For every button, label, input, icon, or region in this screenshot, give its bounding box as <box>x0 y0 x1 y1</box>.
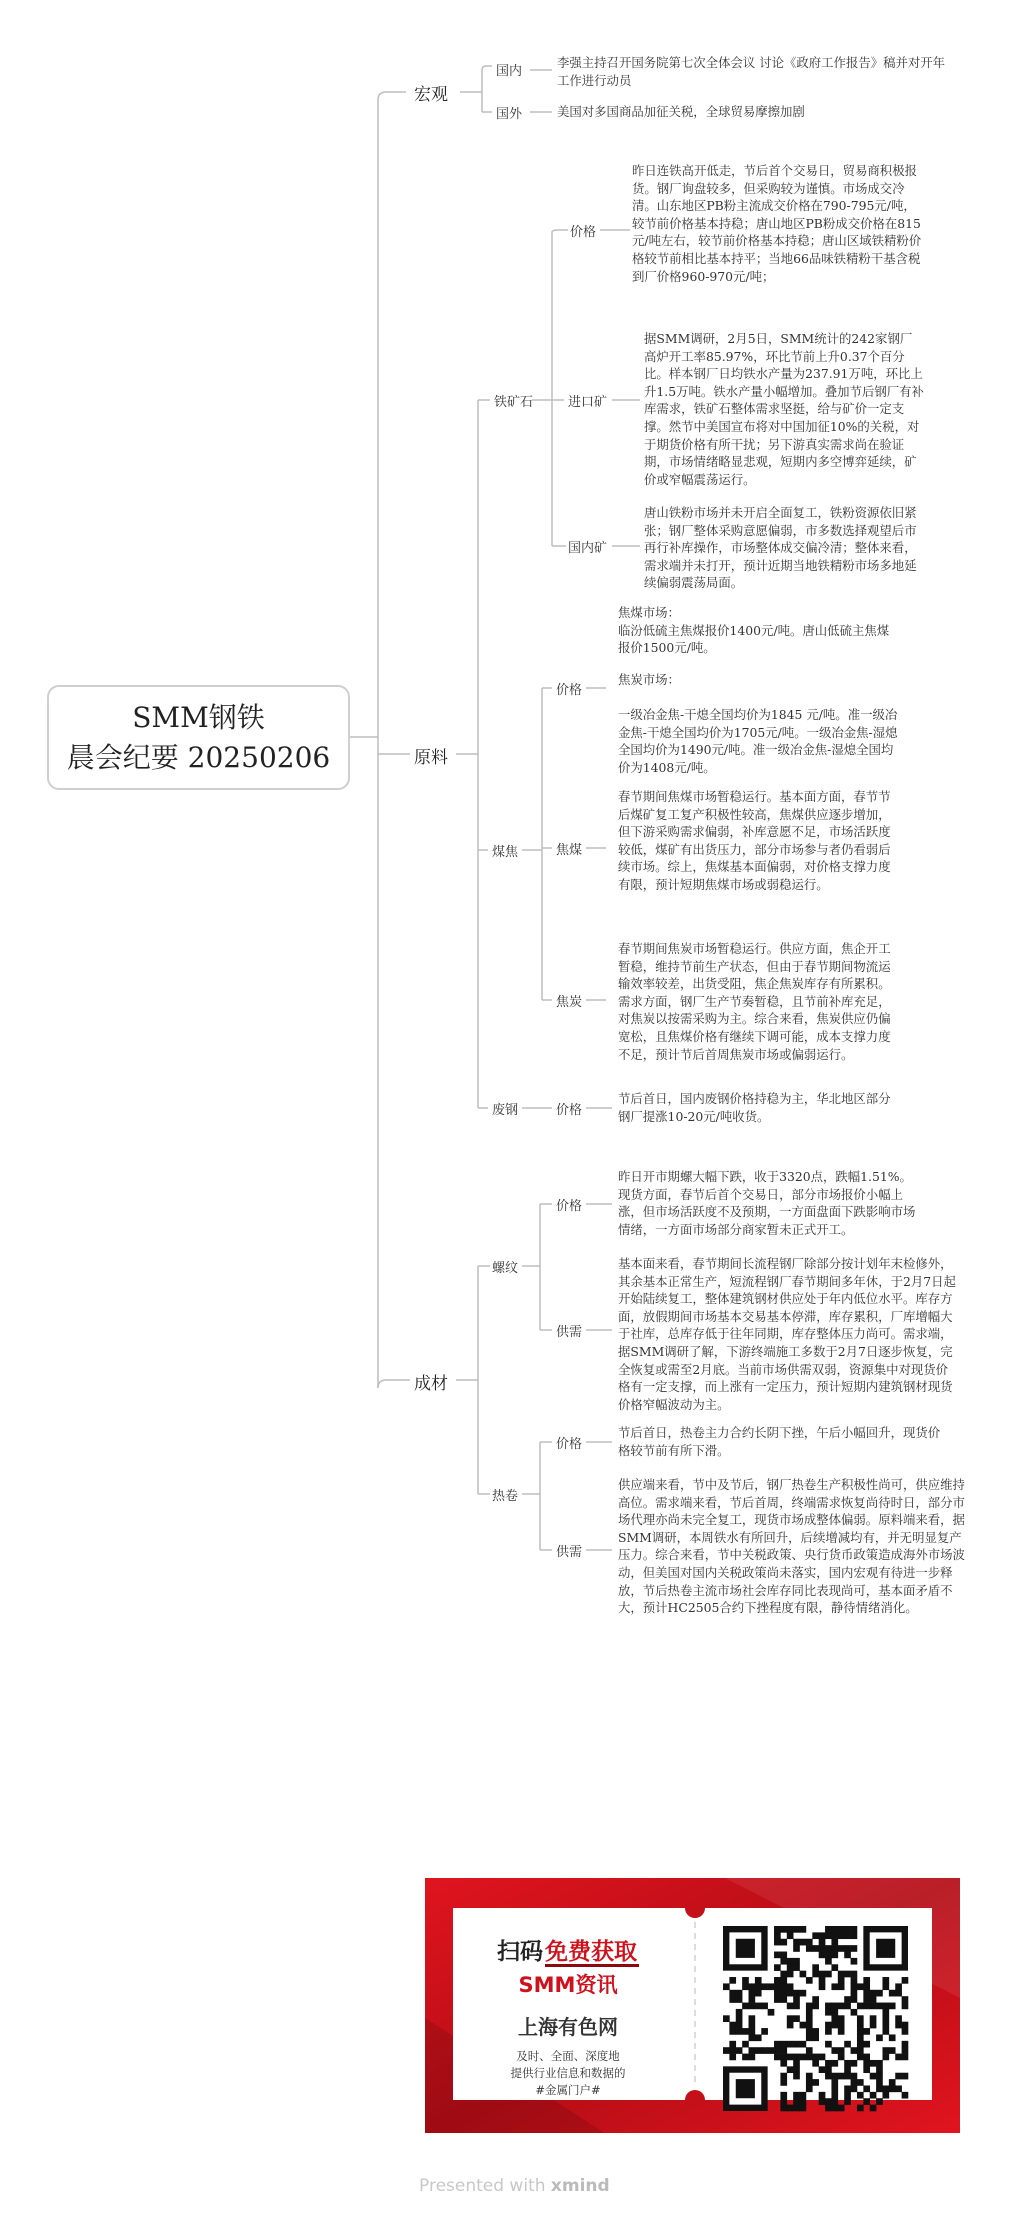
footer-presented: Presented with <box>419 2176 546 2196</box>
promo-brand: 上海有色网 <box>518 2015 618 2039</box>
topic-rebar-supply[interactable]: 供需 <box>556 1325 583 1340</box>
topic-rebar-price[interactable]: 价格 <box>556 1199 583 1214</box>
topic-iron-ore-price[interactable]: 价格 <box>570 225 597 240</box>
topic-iron-ore[interactable]: 铁矿石 <box>494 395 534 410</box>
promo-slogan-1: 及时、全面、深度地 <box>516 2049 620 2063</box>
hrc-supply-text: 供应端来看，节中及节后，钢厂热卷生产积极性尚可，供应维持高位。需求端来看，节后首周，终端需求恢复尚待时日，部分市场代理亦尚未完全复工，现货市场成整体偏弱。原料端来看，据SMM调研，本周铁水有所回升，后续增减均有，并无明显复产压力。综合来看，节中关税政策、央行货币政策造成海外市场波动，但美国对国内关税政策尚未落实，国内宏观有待进一步释放，节后热卷主流市场社会库存同比表现尚可，基本面矛盾不大，预计HC2505合约下挫程度有限，静待情绪消化。 <box>618 1477 965 1616</box>
rebar-supply-text: 基本面来看，春节期间长流程钢厂除部分按计划年末检修外，其余基本正常生产，短流程钢厂春节期间多年休，于2月7日起开始陆续复工，整体建筑钢材供应处于年内低位水平。库存方面，放假期间市场基本交易基本停滞，库存累积，厂库增幅大于社库，总库存低于往年同期，库存整体压力尚可。需求端，据SMM调研了解，下游终端施工多数于2月7日逐步恢复，完全恢复或需至2月底。当前市场供需双弱，资源集中对现货价格有一定支撑，而上涨有一定压力，预计短期内建筑钢材现货价格窄幅波动为主。 <box>618 1256 956 1412</box>
coking-coal-text: 春节期间焦煤市场暂稳运行。基本面方面，春节节后煤矿复工复产积极性较高，焦煤供应逐步增加，但下游采购需求偏弱，补库意愿不足，市场活跃度较低，煤矿有出货压力，部分市场参与者仍看弱后续市场。综上，焦煤基本面偏弱，对价格支撑力度有限，预计短期焦煤市场或弱稳运行。 <box>618 789 891 892</box>
promo-slogan-3: #金属门户# <box>535 2083 601 2097</box>
root-subtitle: 晨会纪要 20250206 <box>66 740 331 774</box>
topic-macro-foreign[interactable]: 国外 <box>496 107 523 122</box>
topic-coke[interactable]: 焦炭 <box>556 995 583 1010</box>
footer-brand: xmind <box>550 2176 610 2196</box>
iron-ore-price-text: 昨日连铁高开低走，节后首个交易日，贸易商积极报货。钢厂询盘较多，但采购较为谨慎。市场成交冷清。山东地区PB粉主流成交价格在790-795元/吨，较节前价格基本持稳；唐山地区PB粉成交价格在815元/吨左右，较节前价格基本持稳；唐山区域铁精粉价格较节前相比基本持平；当地66品味铁精粉干基含税到厂价格960-970元/吨； <box>632 163 922 284</box>
topic-scrap[interactable]: 废钢 <box>492 1103 519 1118</box>
topic-coking-coal[interactable]: 焦煤 <box>556 843 583 858</box>
coke-price-text: 焦炭市场： 一级冶金焦-干熄全国均价为1845 元/吨。准一级冶金焦-干熄全国均价为1705元/吨。一级冶金焦-湿熄全国均价为1490元/吨。准一级冶金焦-湿熄全国均价为1408元/吨。 <box>618 672 898 775</box>
topic-domestic-ore[interactable]: 国内矿 <box>568 541 608 556</box>
promo-graphic <box>425 1878 960 2133</box>
topic-finished[interactable]: 成材 <box>414 1374 448 1394</box>
promo-scan: 扫码 <box>497 1939 543 1965</box>
promo-slogan-2: 提供行业信息和数据的 <box>510 2066 626 2080</box>
promo-free: 免费获取 <box>545 1939 637 1965</box>
promo-smm: SMM资讯 <box>518 1973 618 1997</box>
topic-coal-coke[interactable]: 煤焦 <box>492 845 519 860</box>
topic-hrc-supply[interactable]: 供需 <box>556 1545 583 1560</box>
topic-raw-materials[interactable]: 原料 <box>414 748 448 768</box>
root-title: SMM钢铁 <box>132 700 265 734</box>
coking-coal-price-text: 焦煤市场： 临汾低硫主焦煤报价1400元/吨。唐山低硫主焦煤报价1500元/吨。 <box>618 605 890 656</box>
topic-hrc[interactable]: 热卷 <box>492 1489 519 1504</box>
rebar-price-text: 昨日开市期螺大幅下跌，收于3320点，跌幅1.51%。现货方面，春节后首个交易日，部分市场报价小幅上涨，但市场活跃度不及预期，一方面盘面下跌影响市场情绪，一方面市场部分商家暂未正式开工。 <box>618 1169 916 1237</box>
topic-import-ore[interactable]: 进口矿 <box>568 395 608 410</box>
topic-scrap-price[interactable]: 价格 <box>556 1103 583 1118</box>
domestic-ore-text: 唐山铁粉市场并未开启全面复工，铁粉资源依旧紧张；钢厂整体采购意愿偏弱，市多数选择观望后市再行补库操作，市场整体成交偏冷清；整体来看，需求端并未打开，预计近期当地铁精粉市场多地延续偏弱震荡局面。 <box>644 505 917 591</box>
macro-domestic-text: 李强主持召开国务院第七次全体会议 讨论《政府工作报告》稿并对开年工作进行动员 <box>557 55 946 88</box>
topic-coal-coke-price[interactable]: 价格 <box>556 683 583 698</box>
promo-banner[interactable] <box>425 1878 960 2133</box>
topic-rebar[interactable]: 螺纹 <box>492 1261 519 1276</box>
macro-foreign-text: 美国对多国商品加征关税，全球贸易摩擦加剧 <box>557 104 805 119</box>
topic-macro-domestic[interactable]: 国内 <box>496 64 523 79</box>
root-topic[interactable] <box>47 685 350 790</box>
import-ore-text: 据SMM调研，2月5日，SMM统计的242家钢厂高炉开工率85.97%，环比节前上升0.37个百分比。样本钢厂日均铁水产量为237.91万吨，环比上升1.5万吨。铁水产量小幅增加。叠加节后钢厂有补库需求，铁矿石整体需求坚挺，给与矿价一定支撑。然节中美国宣布将对中国加征10%的关税，对于期货价格有所干扰；另下游真实需求尚在验证期，市场情绪略显悲观，短期内多空博弈延续，矿价或窄幅震荡运行。 <box>644 331 924 487</box>
hrc-price-text: 节后首日，热卷主力合约长阴下挫，午后小幅回升，现货价格较节前有所下滑。 <box>618 1425 941 1458</box>
footer-credit <box>419 2176 610 2196</box>
coke-text: 春节期间焦炭市场暂稳运行。供应方面，焦企开工暂稳，维持节前生产状态，但由于春节期间物流运输效率较差，出货受阻，焦企焦炭库存有所累积。需求方面，钢厂生产节奏暂稳，且节前补库充足，对焦炭以按需采购为主。综合来看，焦炭供应仍偏宽松，且焦煤价格有继续下调可能，成本支撑力度不足，预计节后首周焦炭市场或偏弱运行。 <box>618 941 891 1062</box>
scrap-price-text: 节后首日，国内废钢价格持稳为主，华北地区部分钢厂提涨10-20元/吨收货。 <box>618 1091 891 1124</box>
topic-macro[interactable]: 宏观 <box>414 85 448 105</box>
topic-hrc-price[interactable]: 价格 <box>556 1437 583 1452</box>
